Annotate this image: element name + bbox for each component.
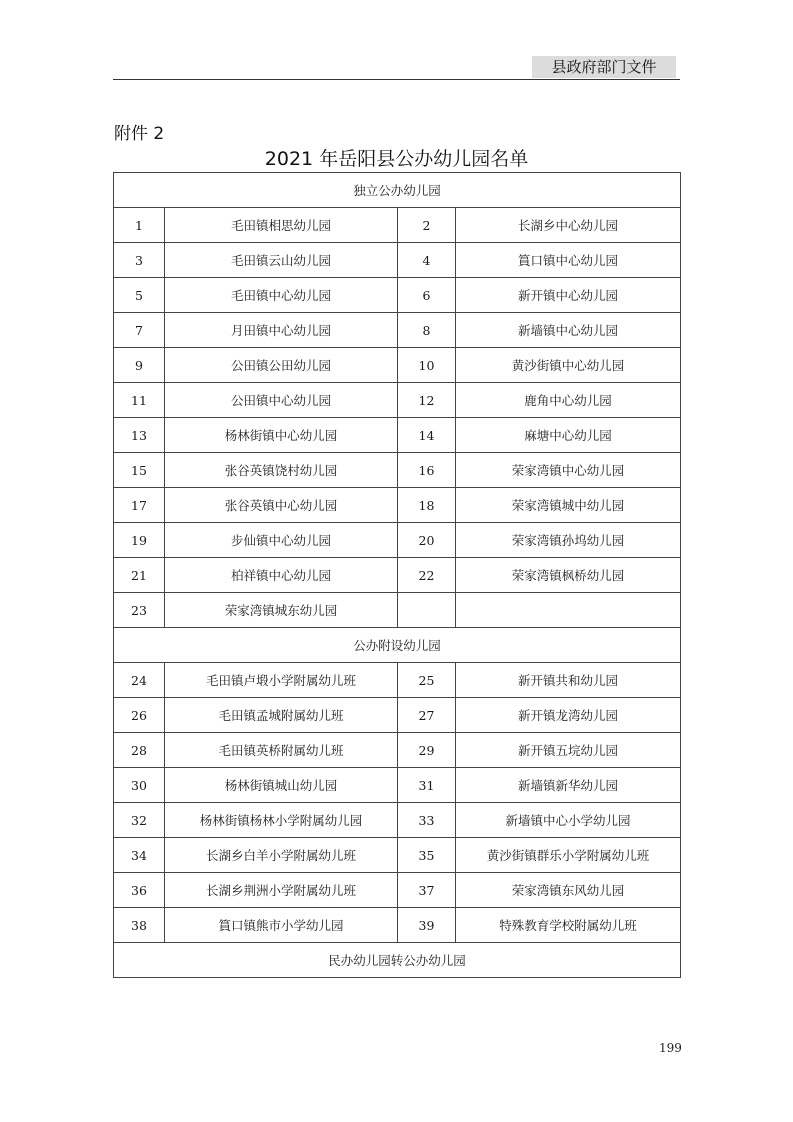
kindergarten-name: 新开镇共和幼儿园 — [456, 663, 681, 698]
kindergarten-name: 杨林街镇杨林小学附属幼儿园 — [165, 803, 398, 838]
kindergarten-name: 杨林街镇中心幼儿园 — [165, 418, 398, 453]
entry-number: 7 — [114, 313, 165, 348]
table-row — [114, 593, 681, 628]
table-row — [114, 348, 681, 383]
kindergarten-name: 毛田镇中心幼儿园 — [165, 278, 398, 313]
table-row — [114, 383, 681, 418]
entry-number: 28 — [114, 733, 165, 768]
table-row — [114, 488, 681, 523]
kindergarten-name: 篔口镇中心幼儿园 — [456, 243, 681, 278]
table-row — [114, 243, 681, 278]
kindergarten-table-body — [114, 173, 681, 978]
entry-number: 17 — [114, 488, 165, 523]
entry-number: 13 — [114, 418, 165, 453]
entry-number: 19 — [114, 523, 165, 558]
table-row — [114, 873, 681, 908]
entry-number: 21 — [114, 558, 165, 593]
entry-number: 3 — [114, 243, 165, 278]
entry-number: 39 — [398, 908, 456, 943]
entry-number: 31 — [398, 768, 456, 803]
kindergarten-name: 毛田镇英桥附属幼儿班 — [165, 733, 398, 768]
section-header-row — [114, 173, 681, 208]
header-tab: 县政府部门文件 — [532, 56, 676, 78]
kindergarten-name: 毛田镇相思幼儿园 — [165, 208, 398, 243]
table-row — [114, 558, 681, 593]
kindergarten-name: 鹿角中心幼儿园 — [456, 383, 681, 418]
kindergarten-table — [113, 172, 681, 978]
page-number: 199 — [659, 1041, 682, 1055]
table-row — [114, 908, 681, 943]
kindergarten-name: 新墙镇中心小学幼儿园 — [456, 803, 681, 838]
entry-number: 4 — [398, 243, 456, 278]
attachment-label: 附件 2 — [114, 124, 165, 144]
kindergarten-name: 荣家湾镇枫桥幼儿园 — [456, 558, 681, 593]
kindergarten-name: 新墙镇新华幼儿园 — [456, 768, 681, 803]
kindergarten-name: 新墙镇中心幼儿园 — [456, 313, 681, 348]
entry-number: 20 — [398, 523, 456, 558]
kindergarten-name: 荣家湾镇城东幼儿园 — [165, 593, 398, 628]
table-row — [114, 278, 681, 313]
kindergarten-name: 月田镇中心幼儿园 — [165, 313, 398, 348]
entry-number: 35 — [398, 838, 456, 873]
entry-number: 11 — [114, 383, 165, 418]
table-row — [114, 803, 681, 838]
entry-number: 30 — [114, 768, 165, 803]
entry-number: 9 — [114, 348, 165, 383]
kindergarten-name: 长湖乡荆洲小学附属幼儿班 — [165, 873, 398, 908]
section-header-row — [114, 628, 681, 663]
entry-number: 26 — [114, 698, 165, 733]
table-row — [114, 733, 681, 768]
table-row — [114, 663, 681, 698]
kindergarten-name: 新开镇五垸幼儿园 — [456, 733, 681, 768]
kindergarten-name: 荣家湾镇孙坞幼儿园 — [456, 523, 681, 558]
entry-number: 32 — [114, 803, 165, 838]
entry-number: 22 — [398, 558, 456, 593]
entry-number: 12 — [398, 383, 456, 418]
entry-number: 37 — [398, 873, 456, 908]
kindergarten-name: 柏祥镇中心幼儿园 — [165, 558, 398, 593]
entry-number: 6 — [398, 278, 456, 313]
table-row — [114, 453, 681, 488]
section-heading: 公办附设幼儿园 — [114, 628, 681, 663]
kindergarten-name: 公田镇公田幼儿园 — [165, 348, 398, 383]
header-rule — [113, 79, 680, 80]
kindergarten-name: 黄沙街镇群乐小学附属幼儿班 — [456, 838, 681, 873]
kindergarten-name — [456, 593, 681, 628]
kindergarten-name: 公田镇中心幼儿园 — [165, 383, 398, 418]
kindergarten-name: 新开镇中心幼儿园 — [456, 278, 681, 313]
kindergarten-name: 篔口镇熊市小学幼儿园 — [165, 908, 398, 943]
entry-number: 34 — [114, 838, 165, 873]
kindergarten-name: 黄沙街镇中心幼儿园 — [456, 348, 681, 383]
kindergarten-name: 新开镇龙湾幼儿园 — [456, 698, 681, 733]
kindergarten-name: 张谷英镇中心幼儿园 — [165, 488, 398, 523]
page-title: 2021 年岳阳县公办幼儿园名单 — [264, 148, 529, 170]
table-row — [114, 418, 681, 453]
kindergarten-name: 荣家湾镇城中幼儿园 — [456, 488, 681, 523]
table-row — [114, 313, 681, 348]
table-row — [114, 698, 681, 733]
kindergarten-name: 张谷英镇饶村幼儿园 — [165, 453, 398, 488]
kindergarten-name: 荣家湾镇中心幼儿园 — [456, 453, 681, 488]
kindergarten-name: 步仙镇中心幼儿园 — [165, 523, 398, 558]
kindergarten-name: 荣家湾镇东风幼儿园 — [456, 873, 681, 908]
entry-number: 10 — [398, 348, 456, 383]
entry-number: 18 — [398, 488, 456, 523]
entry-number: 16 — [398, 453, 456, 488]
table-row — [114, 768, 681, 803]
entry-number: 24 — [114, 663, 165, 698]
kindergarten-name: 杨林街镇城山幼儿园 — [165, 768, 398, 803]
entry-number: 29 — [398, 733, 456, 768]
entry-number: 36 — [114, 873, 165, 908]
kindergarten-name: 毛田镇卢塅小学附属幼儿班 — [165, 663, 398, 698]
kindergarten-name: 长湖乡白羊小学附属幼儿班 — [165, 838, 398, 873]
kindergarten-name: 毛田镇云山幼儿园 — [165, 243, 398, 278]
kindergarten-name: 特殊教育学校附属幼儿班 — [456, 908, 681, 943]
entry-number: 38 — [114, 908, 165, 943]
table-row — [114, 523, 681, 558]
section-heading: 民办幼儿园转公办幼儿园 — [114, 943, 681, 978]
table-row — [114, 838, 681, 873]
entry-number: 1 — [114, 208, 165, 243]
section-heading: 独立公办幼儿园 — [114, 173, 681, 208]
table-row — [114, 208, 681, 243]
entry-number: 27 — [398, 698, 456, 733]
entry-number: 33 — [398, 803, 456, 838]
entry-number: 8 — [398, 313, 456, 348]
kindergarten-name: 麻塘中心幼儿园 — [456, 418, 681, 453]
entry-number: 14 — [398, 418, 456, 453]
kindergarten-name: 毛田镇孟城附属幼儿班 — [165, 698, 398, 733]
entry-number: 5 — [114, 278, 165, 313]
entry-number: 25 — [398, 663, 456, 698]
entry-number: 23 — [114, 593, 165, 628]
section-header-row — [114, 943, 681, 978]
kindergarten-name: 长湖乡中心幼儿园 — [456, 208, 681, 243]
entry-number — [398, 593, 456, 628]
entry-number: 2 — [398, 208, 456, 243]
entry-number: 15 — [114, 453, 165, 488]
